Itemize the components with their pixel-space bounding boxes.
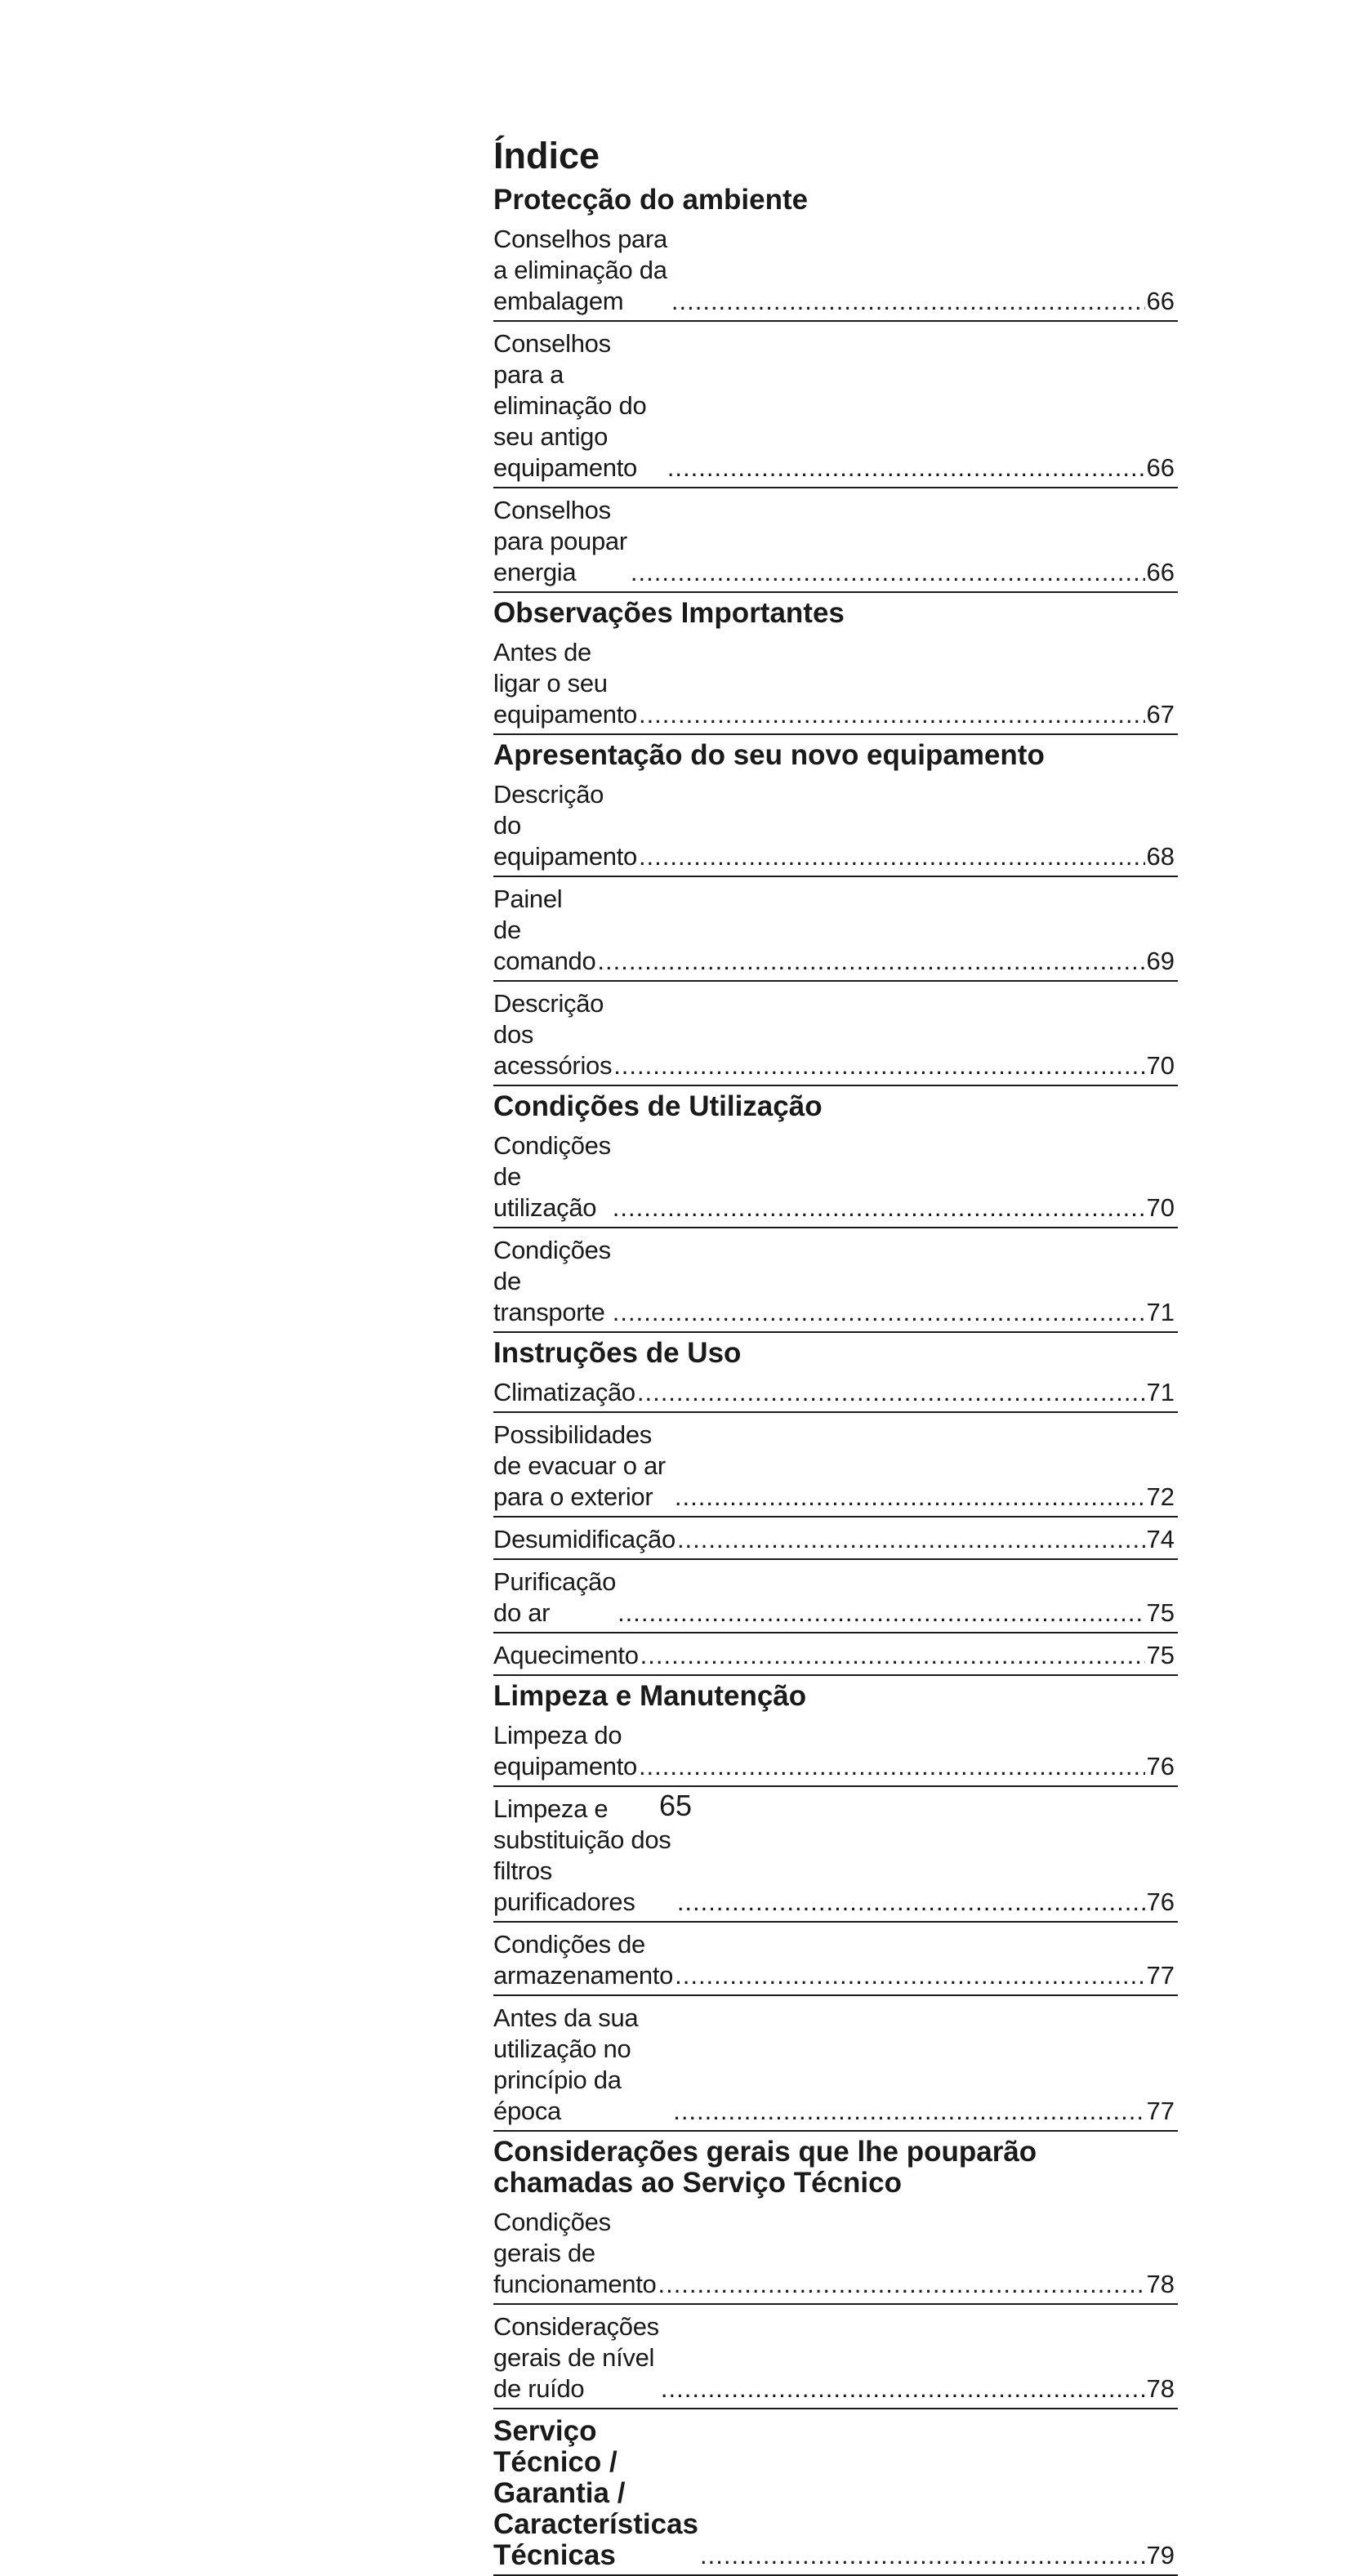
dot-leader [671,286,1145,317]
dot-leader [675,1482,1145,1513]
toc-sections [493,180,1178,2409]
toc-entry[interactable] [493,1996,1178,2132]
dot-leader [639,699,1145,730]
toc-entry-label: Conselhos para poupar energia [493,496,627,586]
section-heading: Observações Importantes [493,597,845,629]
toc-entry[interactable] [493,1633,1178,1676]
toc-entry-page: 70 [1146,1193,1175,1222]
section-heading: Condições de Utilização [493,1090,823,1122]
dot-leader [613,1050,1144,1081]
toc-entry-label: Conselhos para a eliminação do seu antigo equipamento [493,329,647,482]
toc-section [493,2132,1178,2409]
toc-entry[interactable] [493,877,1178,982]
toc-entry-page: 75 [1146,1598,1175,1627]
toc-entry-page: 70 [1146,1051,1175,1080]
toc-entry-page: 75 [1146,1641,1175,1669]
section-heading: Considerações gerais que lhe pouparão chamadas ao Serviço Técnico [493,2136,1037,2199]
dot-leader [639,1751,1145,1782]
dot-leader [639,841,1145,872]
toc-entry-page: 78 [1146,2374,1175,2403]
toc-entry-label: Descrição do equipamento [493,780,637,871]
toc-entry-label: Possibilidades de evacuar o ar para o exterior [493,1420,666,1511]
dot-leader [677,1524,1145,1555]
dot-leader [673,2096,1144,2127]
table-of-contents [493,132,1178,2576]
section-heading: Instruções de Uso [493,1337,742,1369]
toc-entry-label: Condições gerais de funcionamento [493,2208,657,2298]
dot-leader [700,2540,1145,2571]
toc-entry[interactable] [493,773,1178,877]
toc-entry-label: Antes de ligar o seu equipamento [493,638,637,729]
toc-entry[interactable] [493,2305,1178,2409]
toc-section [493,1333,1178,1676]
toc-entry-page: 79 [1146,2541,1175,2569]
page-title: Índice [493,135,600,176]
dot-leader [677,1887,1145,1918]
toc-entry-page: 66 [1146,287,1175,315]
toc-section [493,735,1178,1086]
toc-entry[interactable] [493,488,1178,593]
toc-entry-page: 71 [1146,1298,1175,1326]
section-heading: Apresentação do seu novo equipamento [493,739,1045,771]
toc-entry[interactable] [493,322,1178,488]
dot-leader [667,452,1145,484]
dot-leader [661,2373,1145,2404]
toc-entry-page: 66 [1146,453,1175,482]
toc-entry-label: Antes da sua utilização no princípio da época [493,2003,639,2125]
toc-entry-label: Condições de transporte [493,1236,611,1326]
toc-entry-page: 77 [1146,2097,1175,2125]
dot-leader [618,1598,1144,1629]
dot-leader [631,557,1145,588]
toc-entry[interactable] [493,1923,1178,1996]
toc-section [493,1676,1178,2132]
dot-leader [637,1377,1145,1408]
toc-entry-page: 78 [1146,2270,1175,2298]
toc-entry-label: Limpeza do equipamento [493,1721,637,1780]
toc-section [493,1086,1178,1333]
toc-entry-label: Purificação do ar [493,1567,617,1627]
toc-entry[interactable] [493,1370,1178,1413]
toc-entry[interactable] [493,1124,1178,1228]
toc-entry-label: Painel de comando [493,885,596,975]
toc-entry[interactable] [493,982,1178,1086]
section-heading: Limpeza e Manutenção [493,1680,807,1712]
section-heading: Protecção do ambiente [493,184,809,216]
dot-leader [613,1192,1145,1223]
toc-entry[interactable] [493,1560,1178,1633]
toc-entry-final[interactable] [493,2409,1178,2576]
toc-entry-page: 76 [1146,1752,1175,1780]
toc-entry-label: Desumidificação [493,1525,676,1553]
dot-leader [658,2269,1144,2300]
toc-entry-label: Condições de utilização [493,1131,611,1222]
page-number: 65 [658,1789,693,1822]
toc-entry[interactable] [493,2200,1178,2305]
toc-entry-label: Condições de armazenamento [493,1930,674,1990]
dot-leader [675,1960,1144,1991]
toc-entry-page: 69 [1146,947,1175,975]
toc-section [493,180,1178,593]
toc-entry-label: Serviço Técnico / Garantia / Características Técnicas [493,2415,698,2571]
toc-entry[interactable] [493,217,1178,322]
toc-entry-label: Climatização [493,1378,635,1406]
toc-entry[interactable] [493,1714,1178,1787]
toc-entry-label: Considerações gerais de nível de ruído [493,2312,659,2403]
toc-entry-page: 67 [1146,700,1175,729]
toc-entry-label: Aquecimento [493,1641,639,1669]
toc-entry-page: 68 [1146,842,1175,871]
toc-entry-page: 76 [1146,1887,1175,1916]
toc-entry[interactable] [493,1518,1178,1560]
dot-leader [597,946,1144,977]
toc-entry-page: 77 [1146,1961,1175,1990]
toc-entry[interactable] [493,1228,1178,1333]
toc-entry-page: 71 [1146,1378,1175,1406]
dot-leader [640,1640,1145,1671]
toc-entry[interactable] [493,1413,1178,1518]
toc-entry-label: Conselhos para a eliminação da embalagem [493,225,667,315]
toc-entry-label: Descrição dos acessórios [493,989,613,1080]
toc-entry-page: 72 [1146,1482,1175,1511]
toc-entry-page: 66 [1146,558,1175,586]
toc-entry-page: 74 [1146,1525,1175,1553]
dot-leader [613,1297,1145,1328]
toc-entry[interactable] [493,631,1178,735]
toc-entry-label: Limpeza e substituição dos filtros purificadores [493,1794,671,1916]
toc-section [493,593,1178,735]
